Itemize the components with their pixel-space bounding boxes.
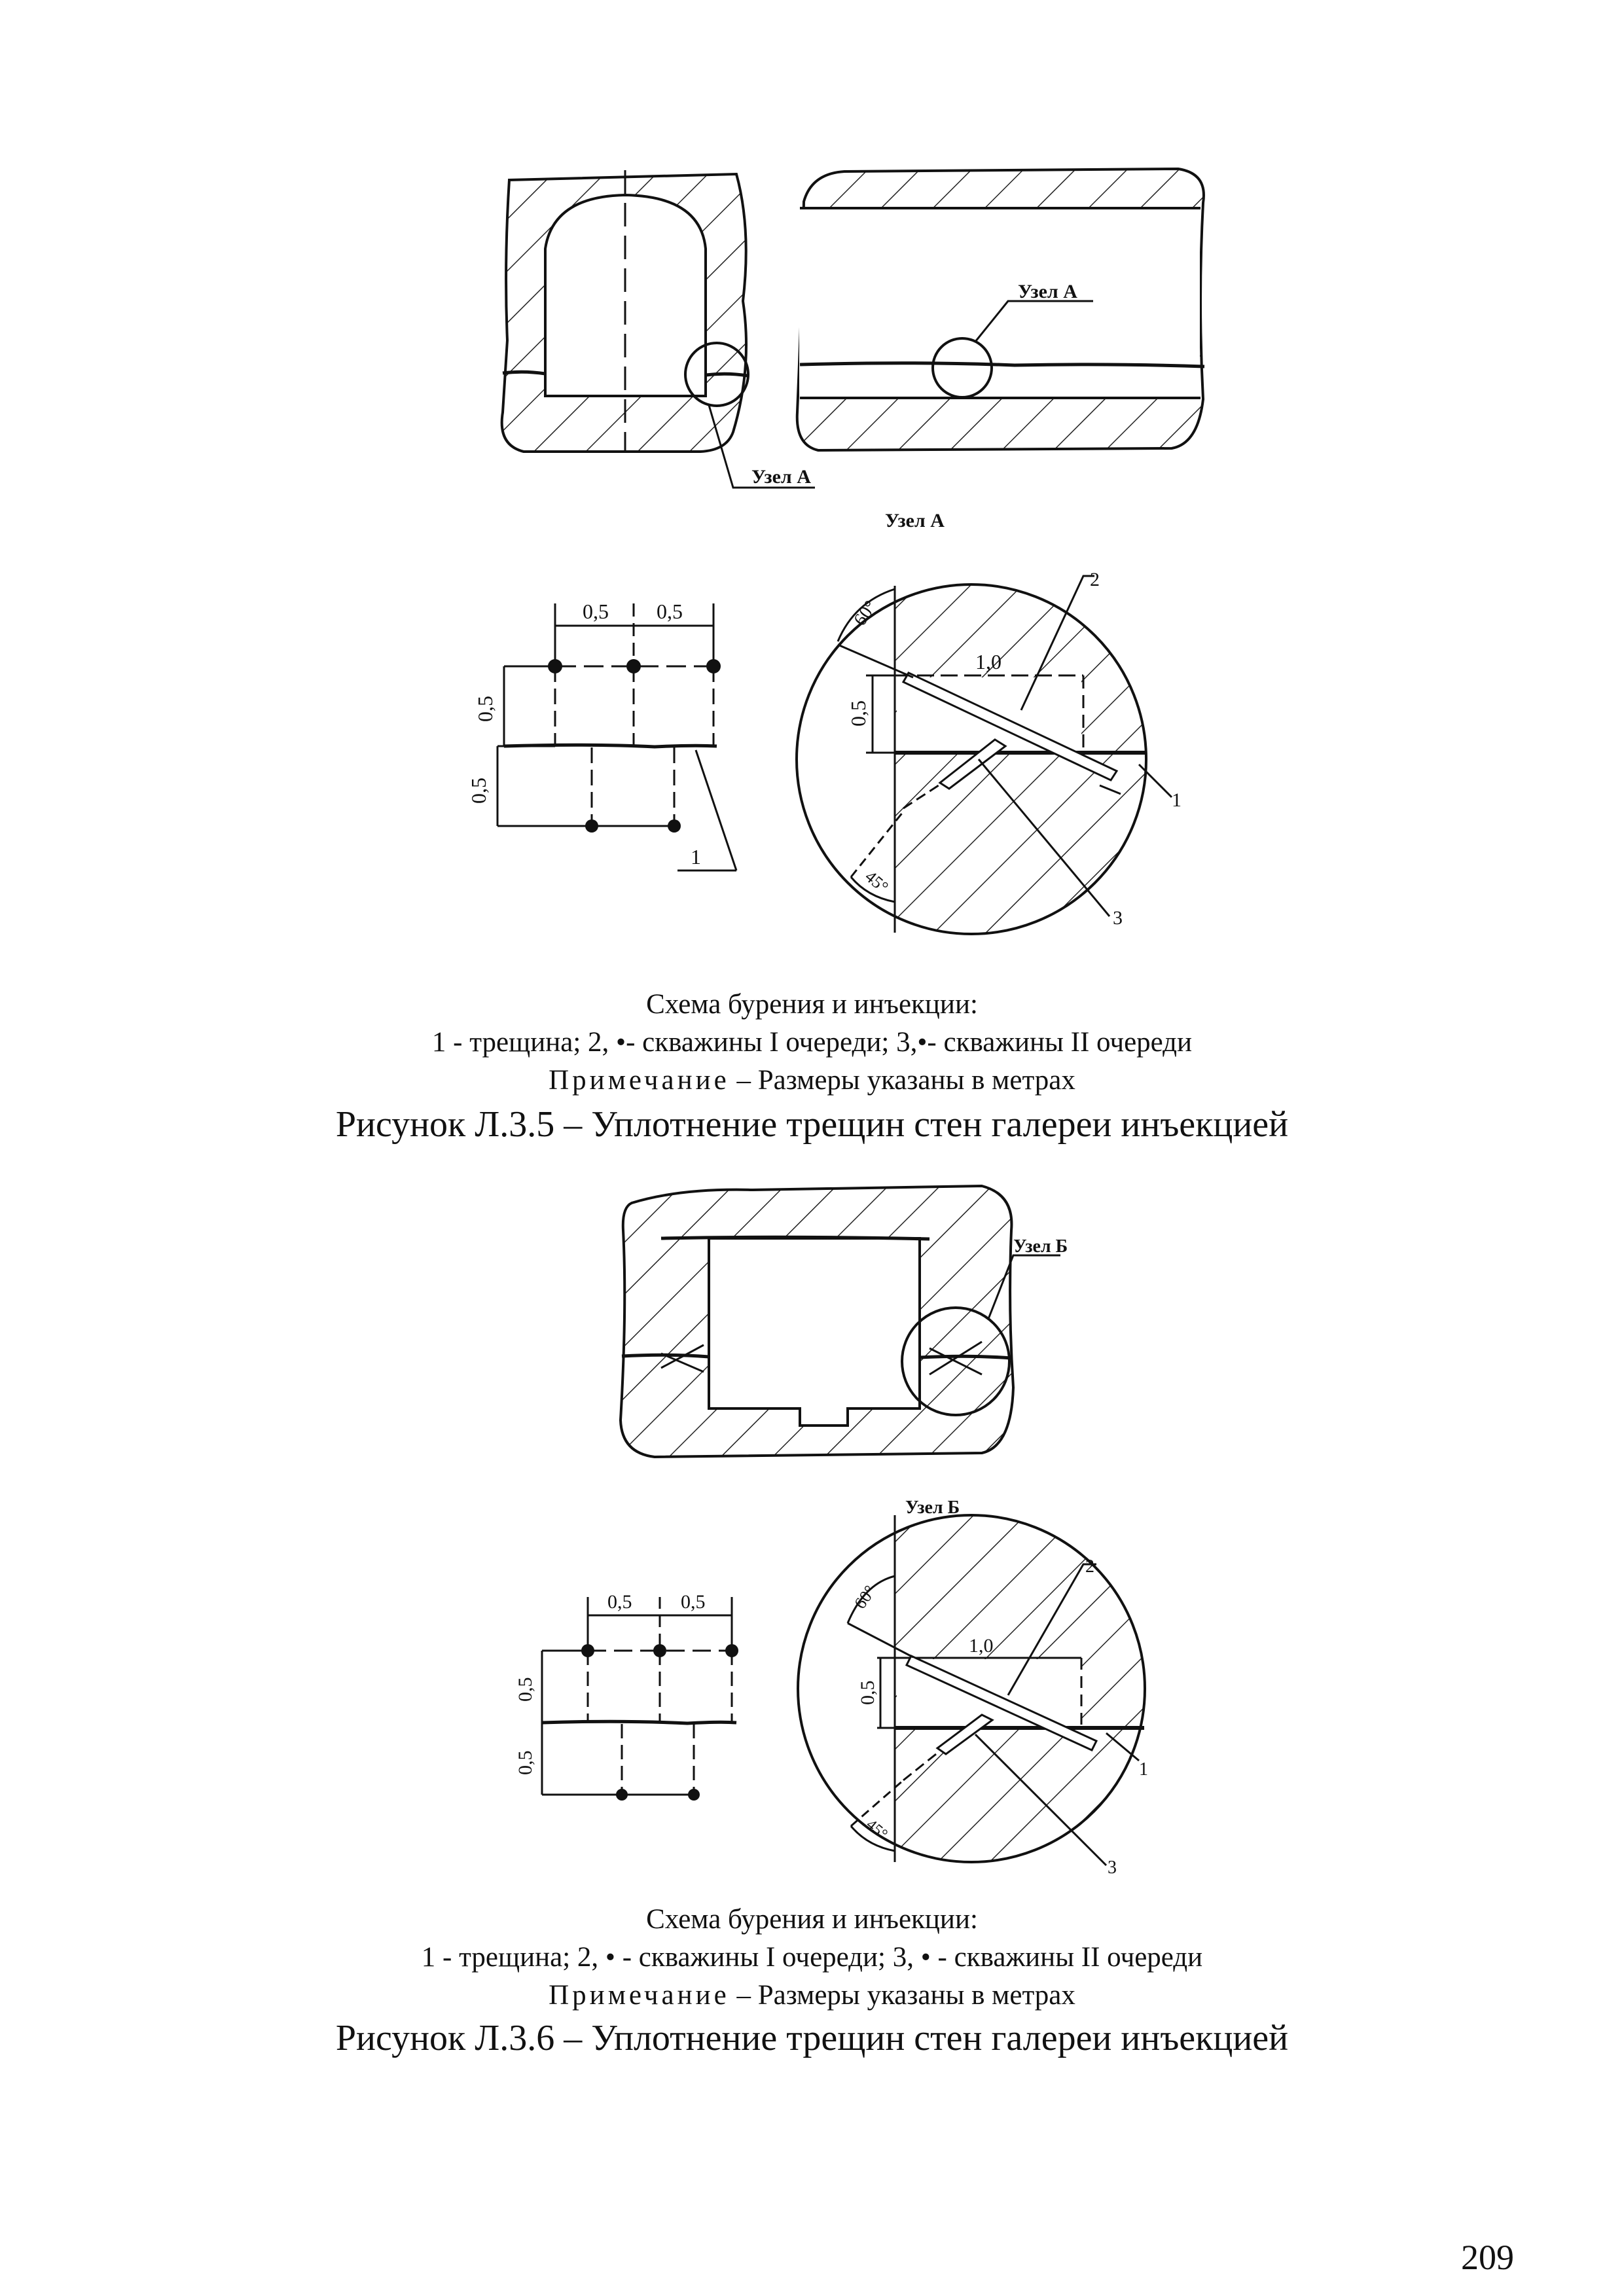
fig1-callout-right: Узел А	[1018, 281, 1077, 302]
fig2-angle-45: 45°	[863, 1816, 891, 1844]
fig1-dim-v2: 0,5	[467, 778, 490, 804]
fig2-dim-v2: 0,5	[514, 1750, 536, 1775]
fig1-caption-note	[0, 1064, 1624, 1096]
fig1-marker-crack: 1	[691, 845, 701, 869]
fig1-detail-heading: Узел А	[885, 510, 945, 531]
fig1-dim-h1: 0,5	[583, 600, 609, 623]
fig2-hole-primary	[653, 1644, 666, 1657]
fig2-detail-heading: Узел Б	[905, 1498, 960, 1518]
fig2-caption-title: Схема бурения и инъекции:	[646, 1904, 978, 1935]
fig2-node-detail	[798, 1505, 1157, 1872]
fig2-note-label: Примечание	[549, 1980, 730, 2011]
fig1-dim-depth: 0,5	[846, 700, 870, 726]
fig2-caption-note	[0, 1979, 1624, 2011]
fig2-marker-3: 3	[1108, 1857, 1117, 1878]
fig1-gallery-cross-section	[502, 170, 815, 488]
fig2-dim-h1: 0,5	[607, 1591, 632, 1613]
fig1-dim-len: 1,0	[975, 650, 1001, 673]
fig2-angle-60: 60°	[850, 1581, 880, 1613]
fig1-longitudinal-section	[797, 169, 1204, 450]
fig1-caption-title: Схема бурения и инъекции:	[646, 989, 978, 1020]
fig1-note-text: – Размеры указаны в метрах	[729, 1065, 1075, 1096]
fig2-caption-legend: 1 - трещина; 2, • - скважины I очереди; 3, • - скважины II очереди	[421, 1942, 1203, 1973]
fig1-marker-2: 2	[1090, 569, 1100, 590]
fig1-note-label: Примечание	[549, 1065, 730, 1096]
fig1-hole-primary	[548, 659, 562, 673]
fig2-hole-primary	[725, 1644, 738, 1657]
fig2-hole-secondary	[688, 1789, 700, 1801]
fig2-hole-secondary	[616, 1789, 628, 1801]
fig1-node-detail	[797, 576, 1172, 942]
fig1-hole-secondary	[585, 819, 598, 833]
fig1-callout-left: Узел А	[751, 466, 811, 488]
fig1-hole-secondary	[668, 819, 681, 833]
fig1-dim-v1: 0,5	[473, 696, 497, 722]
fig2-dim-h2: 0,5	[681, 1591, 706, 1613]
fig2-gallery-cross-section	[621, 1186, 1060, 1457]
fig1-angle-60: 60°	[850, 597, 882, 630]
fig2-marker-2: 2	[1085, 1556, 1094, 1577]
fig1-figure-title: Рисунок Л.3.5 – Уплотнение трещин стен галереи инъекцией	[335, 1104, 1289, 1145]
fig1-hole-primary	[626, 659, 641, 673]
fig2-note-text: – Размеры указаны в метрах	[729, 1980, 1075, 2011]
page-number: 209	[1461, 2238, 1514, 2277]
fig1-drilling-scheme	[497, 603, 736, 870]
fig2-hole-primary	[581, 1644, 594, 1657]
fig2-marker-1: 1	[1139, 1759, 1148, 1780]
fig1-hole-primary	[706, 659, 721, 673]
fig2-figure-title: Рисунок Л.3.6 – Уплотнение трещин стен галереи инъекцией	[335, 2018, 1289, 2058]
fig1-caption-legend: 1 - трещина; 2, •- скважины I очереди; 3,•- скважины II очереди	[431, 1027, 1193, 1058]
fig2-drilling-scheme	[542, 1597, 736, 1795]
fig2-dim-v1: 0,5	[514, 1677, 536, 1702]
fig2-dim-depth: 0,5	[857, 1680, 878, 1705]
fig1-marker-1: 1	[1172, 789, 1182, 811]
fig1-dim-h2: 0,5	[657, 600, 683, 623]
fig2-dim-len: 1,0	[969, 1635, 994, 1657]
fig2-callout: Узел Б	[1013, 1236, 1068, 1257]
fig1-angle-45: 45°	[861, 867, 892, 897]
fig1-marker-3: 3	[1113, 907, 1123, 929]
